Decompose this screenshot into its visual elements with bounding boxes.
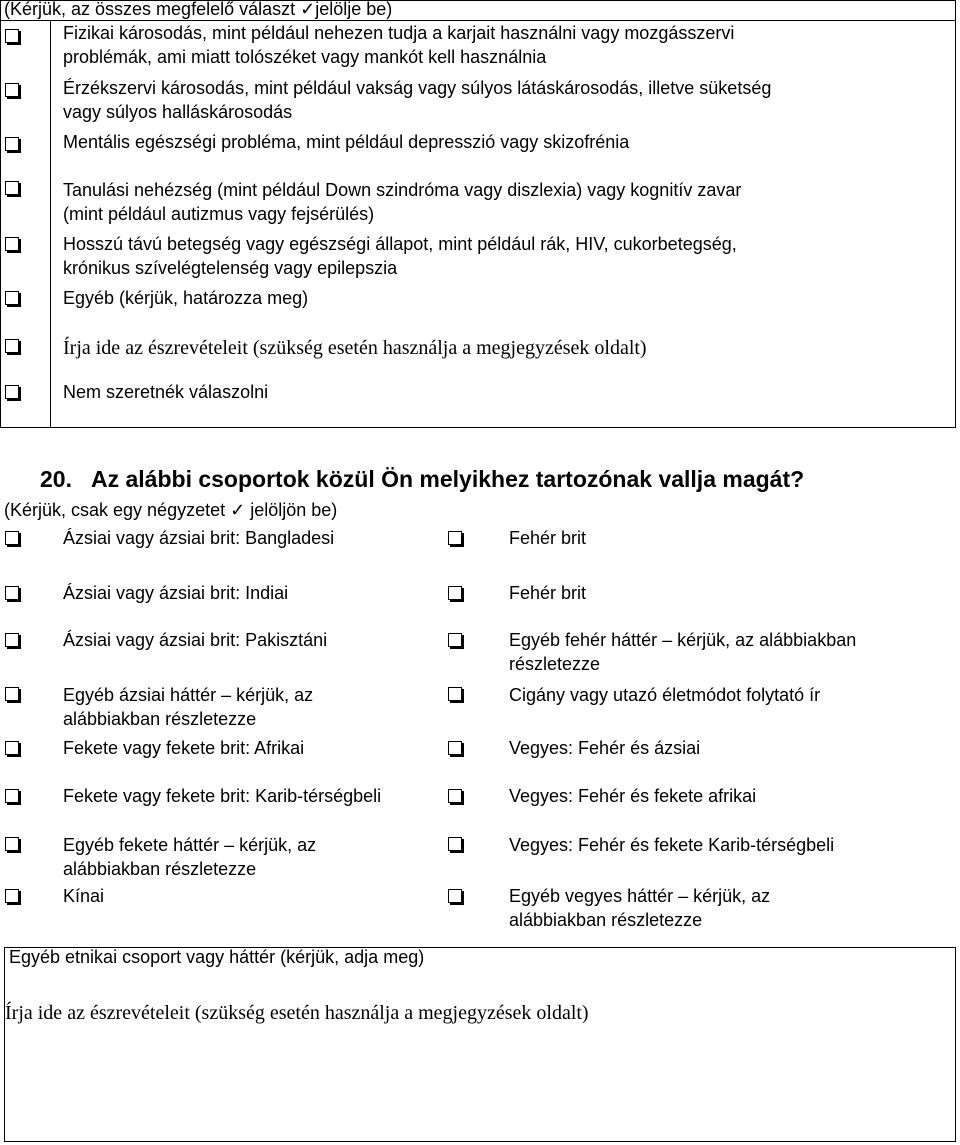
checkbox-chinese[interactable] xyxy=(5,889,19,903)
option-other-black-line1: Egyéb fekete háttér – kérjük, az xyxy=(63,835,317,855)
option-black-caribbean: Fekete vagy fekete brit: Karib-térségbeli xyxy=(63,786,382,806)
q20-number: 20. xyxy=(40,466,72,492)
checkbox-mixed-white-african[interactable] xyxy=(448,789,462,803)
option-other-white-line2: részletezze xyxy=(509,654,601,674)
checkbox-other-white[interactable] xyxy=(448,633,462,647)
other-ethnic-label: Egyéb etnikai csoport vagy háttér (kérjük, adja meg) xyxy=(9,947,425,967)
checkbox-asian-bangladeshi[interactable] xyxy=(5,531,19,545)
q20-title: Az alábbi csoportok közül Ön melyikhez tartozónak vallja magát? xyxy=(91,466,805,492)
option-physical-impairment-line1: Fizikai károsodás, mint például nehezen tudja a karjait használni vagy mozgásszervi xyxy=(63,23,735,43)
q20-instruction: (Kérjük, csak egy négyzetet ✓ jelöljön be) xyxy=(4,500,338,520)
option-asian-pakistani: Ázsiai vagy ázsiai brit: Pakisztáni xyxy=(63,630,328,650)
checkbox-other-mixed[interactable] xyxy=(448,889,462,903)
option-long-term-illness-line1: Hosszú távú betegség vagy egészségi állapot, mint például rák, HIV, cukorbetegség, xyxy=(63,234,737,254)
checkbox-black-caribbean[interactable] xyxy=(5,789,19,803)
checkbox-white-british-1[interactable] xyxy=(448,531,462,545)
option-prefer-not-say: Nem szeretnék válaszolni xyxy=(63,382,269,402)
option-sensory-impairment-line2: vagy súlyos halláskárosodás xyxy=(63,102,293,122)
option-mixed-white-asian: Vegyes: Fehér és ázsiai xyxy=(509,738,701,758)
option-learning-difficulty-line1: Tanulási nehézség (mint például Down szindróma vagy diszlexia) vagy kognitív zavar xyxy=(63,180,742,200)
checkbox-asian-indian[interactable] xyxy=(5,586,19,600)
option-mixed-white-african: Vegyes: Fehér és fekete afrikai xyxy=(509,786,757,806)
option-sensory-impairment-line1: Érzékszervi károsodás, mint például vakság vagy súlyos látáskárosodás, illetve süketség xyxy=(63,78,772,98)
checkbox-white-british-2[interactable] xyxy=(448,586,462,600)
option-other-black-line2: alábbiakban részletezze xyxy=(63,859,257,879)
option-mixed-white-caribbean: Vegyes: Fehér és fekete Karib-térségbeli xyxy=(509,835,835,855)
other-ethnic-field[interactable]: Írja ide az észrevételeit (szükség esetén használja a megjegyzések oldalt) xyxy=(5,1002,589,1024)
checkbox-learning-difficulty[interactable] xyxy=(5,181,19,195)
option-other: Egyéb (kérjük, határozza meg) xyxy=(63,288,309,308)
option-physical-impairment-line2: problémák, ami miatt tolószéket vagy mankót kell használnia xyxy=(63,47,547,67)
option-other-white-line1: Egyéb fehér háttér – kérjük, az alábbiakban xyxy=(509,630,857,650)
q19-instruction: (Kérjük, az összes megfelelő választ ✓jelölje be) xyxy=(4,0,393,19)
option-other-mixed-line1: Egyéb vegyes háttér – kérjük, az xyxy=(509,886,771,906)
checkbox-long-term-illness[interactable] xyxy=(5,237,19,251)
checkbox-mixed-white-asian[interactable] xyxy=(448,741,462,755)
checkbox-asian-pakistani[interactable] xyxy=(5,633,19,647)
checkbox-comments[interactable] xyxy=(5,339,19,353)
option-black-african: Fekete vagy fekete brit: Afrikai xyxy=(63,738,305,758)
option-gypsy-traveller: Cigány vagy utazó életmódot folytató ír xyxy=(509,685,821,705)
option-other-mixed-line2: alábbiakban részletezze xyxy=(509,910,703,930)
option-other-asian-line2: alábbiakban részletezze xyxy=(63,709,257,729)
option-mental-health: Mentális egészségi probléma, mint például depresszió vagy skizofrénia xyxy=(63,132,630,152)
option-asian-bangladeshi: Ázsiai vagy ázsiai brit: Bangladesi xyxy=(63,528,335,548)
checkbox-prefer-not-say[interactable] xyxy=(5,385,19,399)
checkbox-mixed-white-caribbean[interactable] xyxy=(448,837,462,851)
option-chinese: Kínai xyxy=(63,886,105,906)
option-white-british-1: Fehér brit xyxy=(509,528,587,548)
checkbox-other-asian[interactable] xyxy=(5,687,19,701)
checkbox-other-black[interactable] xyxy=(5,837,19,851)
option-other-asian-line1: Egyéb ázsiai háttér – kérjük, az xyxy=(63,685,314,705)
checkbox-sensory-impairment[interactable] xyxy=(5,83,19,97)
checkbox-gypsy-traveller[interactable] xyxy=(448,687,462,701)
q19-column-divider xyxy=(50,20,51,428)
option-asian-indian: Ázsiai vagy ázsiai brit: Indiai xyxy=(63,583,289,603)
other-ethnic-box[interactable] xyxy=(4,947,956,1142)
checkbox-other[interactable] xyxy=(5,291,19,305)
checkbox-mental-health[interactable] xyxy=(5,137,19,151)
option-learning-difficulty-line2: (mint például autizmus vagy fejsérülés) xyxy=(63,204,375,224)
option-white-british-2: Fehér brit xyxy=(509,583,587,603)
checkbox-physical-impairment[interactable] xyxy=(5,29,19,43)
option-comments: Írja ide az észrevételeit (szükség esetén használja a megjegyzések oldalt) xyxy=(63,337,647,359)
option-long-term-illness-line2: krónikus szívelégtelenség vagy epilepszia xyxy=(63,258,398,278)
checkbox-black-african[interactable] xyxy=(5,741,19,755)
